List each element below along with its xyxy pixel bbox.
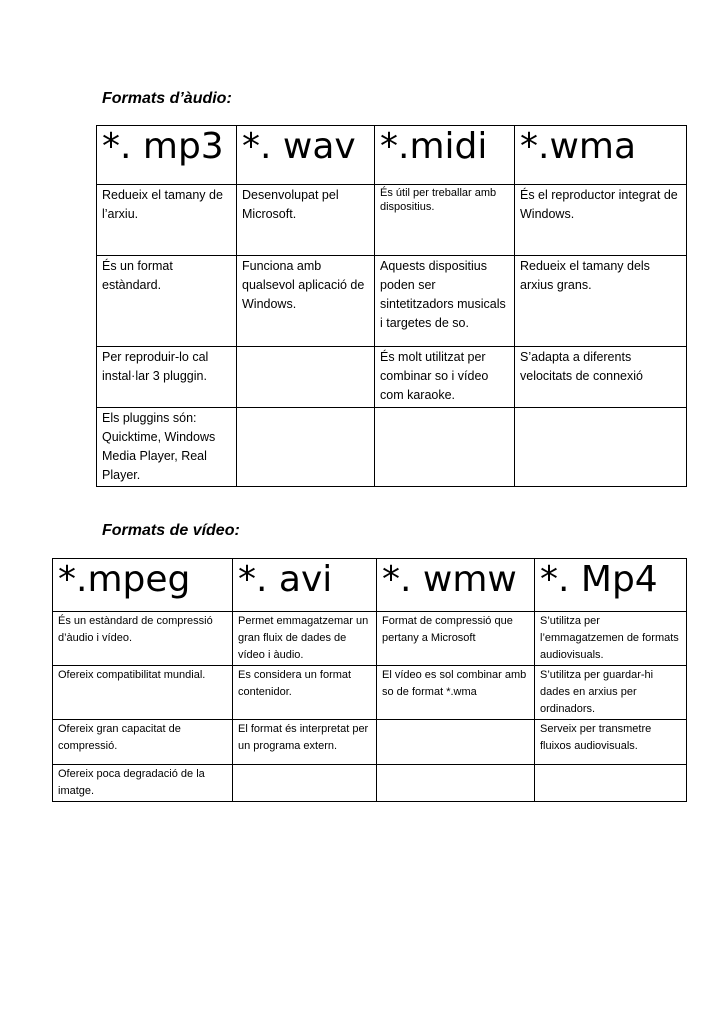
table-cell: Per reproduir-lo cal instal·lar 3 pluggin. — [97, 347, 237, 408]
table-cell: S’utilitza per guardar-hi dades en arxius per ordinadors. — [535, 666, 687, 720]
table-cell: Format de compressió que pertany a Microsoft — [377, 612, 535, 666]
table-cell: El vídeo es sol combinar amb so de format *.wma — [377, 666, 535, 720]
table-cell: Ofereix gran capacitat de compressió. — [53, 720, 233, 765]
table-cell: Redueix el tamany de l’arxiu. — [97, 185, 237, 256]
table-cell: Redueix el tamany dels arxius grans. — [515, 256, 687, 347]
table-header-row — [97, 126, 687, 185]
table-row — [53, 666, 687, 720]
header-wav: *. wav — [237, 126, 375, 185]
table-cell: Ofereix compatibilitat mundial. — [53, 666, 233, 720]
table-cell: Ofereix poca degradació de la imatge. — [53, 765, 233, 802]
table-cell — [535, 765, 687, 802]
table-cell — [233, 765, 377, 802]
table-cell: És útil per treballar amb dispositius. — [375, 185, 515, 256]
table-row — [53, 612, 687, 666]
table-cell: Es considera un format contenidor. — [233, 666, 377, 720]
table-row — [53, 720, 687, 765]
table-cell: Els pluggins són: Quicktime, Windows Media Player, Real Player. — [97, 408, 237, 487]
table-row — [97, 185, 687, 256]
table-cell: És un estàndard de compressió d’àudio i vídeo. — [53, 612, 233, 666]
header-midi: *.midi — [375, 126, 515, 185]
table-cell: Serveix per transmetre fluixos audiovisuals. — [535, 720, 687, 765]
table-cell: És molt utilitzat per combinar so i vídeo com karaoke. — [375, 347, 515, 408]
video-formats-table — [52, 558, 687, 802]
table-cell — [377, 765, 535, 802]
table-row — [53, 765, 687, 802]
audio-section-title: Formats d’àudio: — [102, 90, 232, 107]
table-cell: S’adapta a diferents velocitats de connexió — [515, 347, 687, 408]
table-cell: És el reproductor integrat de Windows. — [515, 185, 687, 256]
header-mpeg: *.mpeg — [53, 559, 233, 612]
audio-formats-table — [96, 125, 687, 487]
table-cell — [237, 408, 375, 487]
header-wma: *.wma — [515, 126, 687, 185]
table-cell: El format és interpretat per un programa extern. — [233, 720, 377, 765]
header-wmw: *. wmw — [377, 559, 535, 612]
table-cell: Funciona amb qualsevol aplicació de Windows. — [237, 256, 375, 347]
table-cell: S’utilitza per l’emmagatzemen de formats audiovisuals. — [535, 612, 687, 666]
table-cell: Permet emmagatzemar un gran fluix de dades de vídeo i àudio. — [233, 612, 377, 666]
table-cell — [237, 347, 375, 408]
table-cell — [515, 408, 687, 487]
table-row — [97, 256, 687, 347]
table-cell: Aquests dispositius poden ser sintetitzadors musicals i targetes de so. — [375, 256, 515, 347]
table-row — [97, 347, 687, 408]
video-section-title: Formats de vídeo: — [102, 522, 240, 539]
table-cell: És un format estàndard. — [97, 256, 237, 347]
table-cell — [375, 408, 515, 487]
header-mp3: *. mp3 — [97, 126, 237, 185]
table-cell — [377, 720, 535, 765]
table-header-row — [53, 559, 687, 612]
table-row — [97, 408, 687, 487]
table-cell: Desenvolupat pel Microsoft. — [237, 185, 375, 256]
header-mp4: *. Mp4 — [535, 559, 687, 612]
header-avi: *. avi — [233, 559, 377, 612]
